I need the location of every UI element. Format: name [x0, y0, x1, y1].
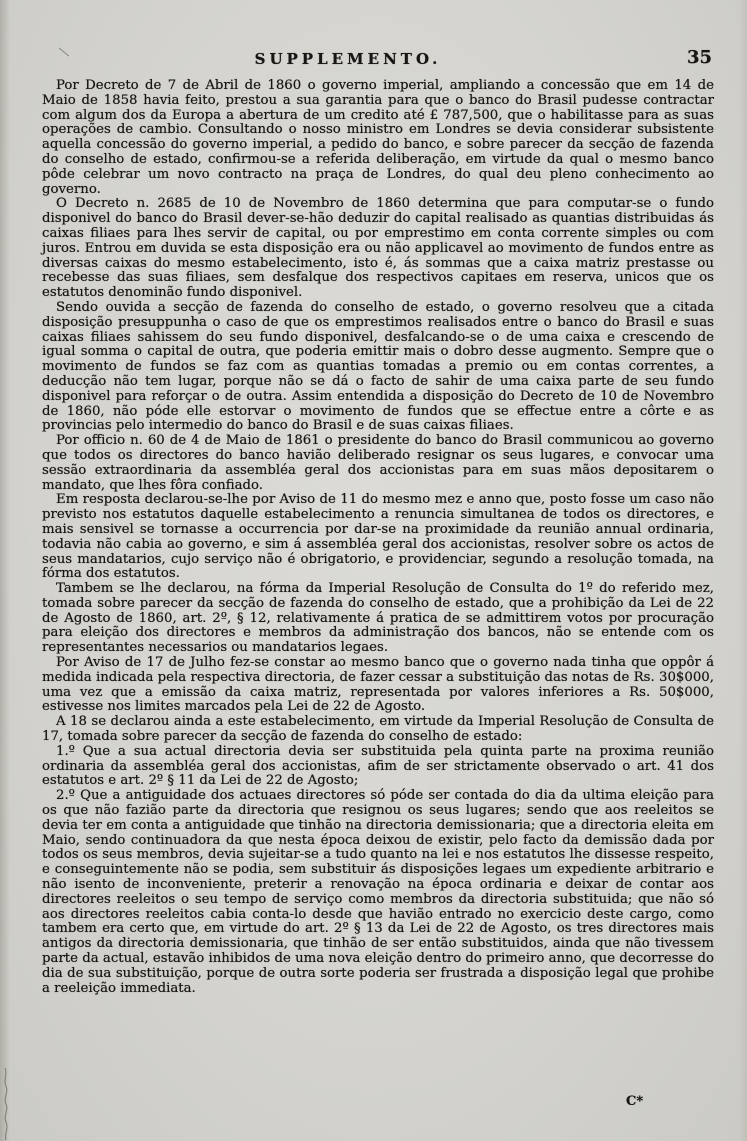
paragraph: Tambem se lhe declarou, na fórma da Imperial Resolução de Consulta do 1º do referido mez, tomada sobre parecer da secção de fazenda do conselho de estado, que a prohibição da Lei de 22 de Agosto de 1860, art. 2º, § 12, relativamente á pratica de se admittirem votos por procuração para eleição dos directores e membros da administração dos bancos, não se entende com os representantes necessarios ou mandatarios legaes. [42, 581, 714, 656]
paragraph: O Decreto n. 2685 de 10 de Novembro de 1860 determina que para computar-se o fundo disponivel do banco do Brasil dever-se-hão deduzir do capital realisado as quantias distribuidas ás caixas filiaes para lhes servir de capital, ou por emprestimo em conta corrente simples ou com juros. Entrou em duvida se esta disposição era ou não applicavel ao movimento de fundos entre as diversas caixas do mesmo estabelecimento, isto é, ás sommas que a caixa matriz prestasse ou recebesse das suas filiaes, sem desfalque dos respectivos capitaes em reserva, unicos que os estatutos denominão fundo disponivel. [42, 196, 714, 301]
paragraph: Em resposta declarou-se-lhe por Aviso de 11 do mesmo mez e anno que, posto fosse um caso não previsto nos estatutos daquelle estabelecimento a renuncia simultanea de todos os directores, e mais sensivel se tornasse a occurrencia por dar-se na proximidade da reunião annual ordinaria, todavia não cabia ao governo, e sim á assembléa geral dos accionistas, resolver sobre os actos de seus mandatarios, cujo serviço não é obrigatorio, e providenciar, segundo a resolução tomada, na fórma dos estatutos. [42, 492, 714, 582]
paragraph: Por Decreto de 7 de Abril de 1860 o governo imperial, ampliando a concessão que em 14 de Maio de 1858 havia feito, prestou a sua garantia para que o banco do Brasil pudesse contractar com algum dos da Europa a abertura de um credito até £ 787,500, que o habilitasse para as suas operações de cambio. Consultando o nosso ministro em Londres se devia considerar subsistente aquella concessão do governo imperial, a pedido do banco, e sobre parecer da secção de fazenda do conselho de estado, confirmou-se a referida deliberação, em virtude da qual o mesmo banco pôde celebrar um novo contracto na praça de Londres, do qual deu pleno conhecimento ao governo. [42, 78, 714, 197]
signature-mark: C* [626, 1094, 644, 1109]
paragraph: A 18 se declarou ainda a este estabelecimento, em virtude da Imperial Resolução de Consulta de 17, tomada sobre parecer da secção de fazenda do conselho de estado: [42, 714, 714, 745]
document-body [42, 79, 714, 996]
paragraph: Por Aviso de 17 de Julho fez-se constar ao mesmo banco que o governo nada tinha que oppôr á medida indicada pela respectiva directoria, de fazer cessar a substituição das notas de Rs. 30$000, uma vez que a emissão da caixa matriz, representada por valores inferiores a Rs. 50$000, estivesse nos limites marcados pela Lei de 22 de Agosto. [42, 655, 714, 715]
paragraph: Por officio n. 60 de 4 de Maio de 1861 o presidente do banco do Brasil communicou ao governo que todos os directores do banco havião deliberado resignar os seus lugares, e convocar uma sessão extraordinaria da assembléa geral dos accionistas para em suas mãos depositarem o mandato, que lhes fôra confiado. [42, 433, 714, 493]
page-number: 35 [686, 47, 712, 68]
scan-mark-bottom-left [1, 1066, 11, 1141]
paragraph-item-1: 1.º Que a sua actual directoria devia ser substituida pela quinta parte na proxima reunião ordinaria da assembléa geral dos accionistas, afim de ser strictamente observado o art. 41 dos estatutos e art. 2º § 11 da Lei de 22 de Agosto; [42, 743, 714, 789]
paragraph: Sendo ouvida a secção de fazenda do conselho de estado, o governo resolveu que a citada disposição presuppunha o caso de que os emprestimos realisados entre o banco do Brasil e suas caixas filiaes sahissem do seu fundo disponivel, desfalcando-se o de uma caixa e crescendo de igual somma o capital de outra, que poderia emittir mais o dobro desse augmento. Sempre que o movimento de fundos se faz com as quantias tomadas a premio ou em contas correntes, a deducção não tem lugar, porque não se dá o facto de sahir de uma caixa parte de seu fundo disponivel para reforçar o de outra. Assim entendida a disposição do Decreto de 10 de Novembro de 1860, não póde elle estorvar o movimento de fundos que se effectue entre a côrte e as provincias pelo intermedio do banco do Brasil e de suas caixas filiaes. [42, 299, 714, 434]
page-title: SUPPLEMENTO. [254, 50, 442, 68]
paragraph-item-2: 2.º Que a antiguidade dos actuaes directores só póde ser contada do dia da ultima eleição para os que não fazião parte da directoria que resignou os seus lugares; sendo que aos reeleitos se devia ter em conta a antiguidade que tinhão na directoria demissionaria; que a directoria eleita em Maio, sendo continuadora da que nesta época deixou de existir, pelo facto da demissão dada por todos os seus membros, devia sujeitar-se a tudo quanto na lei e nos estatutos lhe dissesse respeito, e conseguintemente não se podia, sem substituir ás disposições legaes um expediente arbitrario e não isento de inconveniente, preterir a renovação na época ordinaria e deixar de contar aos directores reeleitos o seu tempo de serviço como membros da directoria substituida; que não só aos directores reeleitos cabia conta-lo desde que havião entrado no exercicio deste cargo, como tambem era certo que, em virtude do art. 2º § 13 da Lei de 22 de Agosto, os tres directores mais antigos da directoria demissionaria, que tinhão de ser então substituidos, ainda que não tivessem parte da actual, estavão inhibidos de uma nova eleição dentro do primeiro anno, que decorresse do dia de sua substituição, porque de outra sorte poderia ser frustrada a disposição legal que prohibe a reeleição immediata. [42, 788, 714, 996]
page-header [42, 47, 714, 72]
